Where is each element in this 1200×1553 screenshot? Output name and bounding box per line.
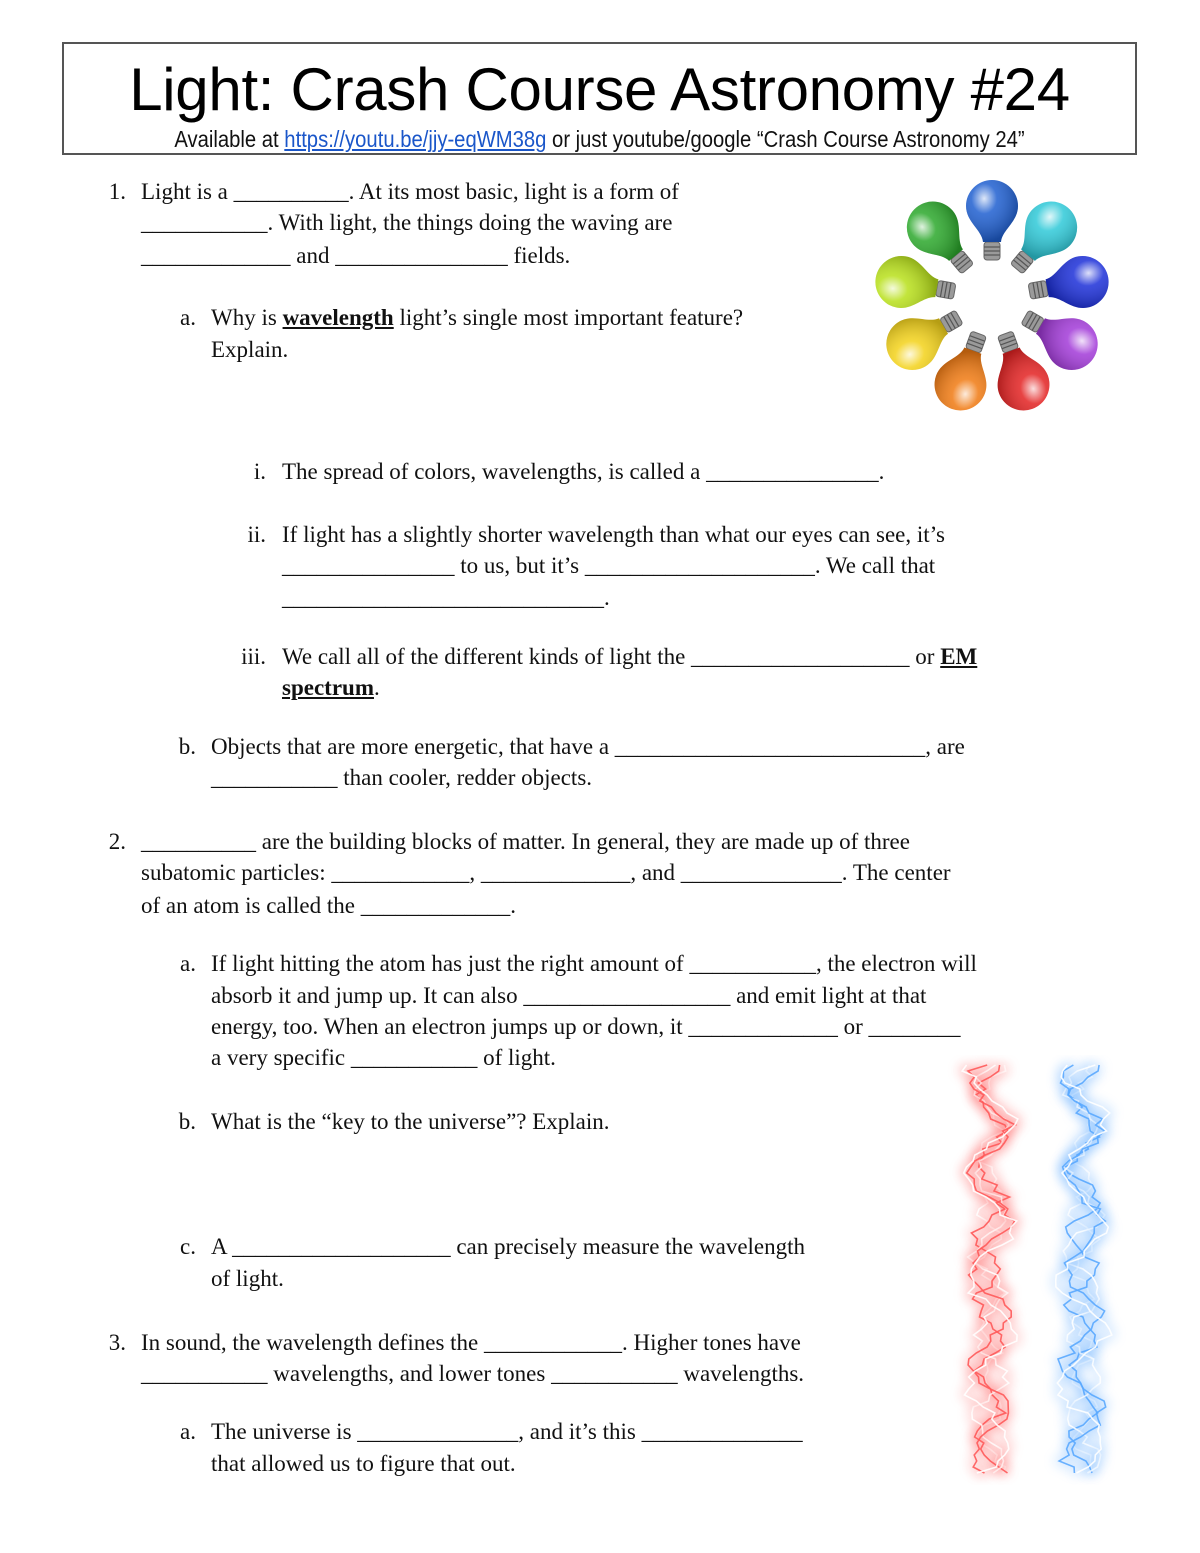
q1a-post: light’s single most important feature?	[393, 305, 744, 330]
q1ii-line-1: If light has a slightly shorter wavelength than what our eyes can see, it’s	[282, 522, 945, 547]
q1iii-period: .	[373, 675, 380, 700]
q1a-line-2: Explain.	[211, 337, 289, 362]
wave-bundle	[1056, 1065, 1112, 1473]
q1-line-1: Light is a __________. At its most basic, light is a form of	[141, 179, 679, 204]
q2a-line-1: If light hitting the atom has just the right amount of ___________, the electron will	[211, 951, 977, 976]
q1iii-text: We call all of the different kinds of light the ___________________ or	[282, 644, 941, 669]
q2c-label: c.	[180, 1234, 196, 1259]
q2b-label: b.	[178, 1109, 196, 1134]
q1ii-line-2: _______________ to us, but it’s ____________________. We call that	[282, 553, 936, 578]
light-bulb-icon	[1025, 252, 1113, 317]
page-title: Light: Crash Course Astronomy #24	[129, 56, 1070, 123]
q1a-pre: Why is	[211, 305, 283, 330]
q1i-label: i.	[253, 459, 266, 484]
q1-number: 1.	[108, 179, 126, 204]
title-box	[62, 42, 1137, 155]
q1iii-line-1	[282, 641, 977, 672]
youtube-link[interactable]: https://youtu.be/jjy-eqWM38g	[284, 126, 547, 152]
q2c-line-2: of light.	[211, 1266, 284, 1291]
q1b-line-1: Objects that are more energetic, that have a ___________________________, are	[211, 734, 965, 759]
q2c-line-1: A ___________________ can precisely measure the wavelength	[211, 1234, 806, 1259]
colored-light-bulbs-image	[860, 168, 1125, 443]
wave-bundle	[962, 1065, 1018, 1473]
q3a-line-2: that allowed us to figure that out.	[211, 1451, 516, 1476]
q1b-line-2: ___________ than cooler, redder objects.	[211, 765, 593, 790]
q1iii-bold-em: EM	[940, 644, 978, 669]
q3-line-1: In sound, the wavelength defines the ____________. Higher tones have	[141, 1330, 801, 1355]
available-prefix: Available at	[174, 126, 285, 152]
glowing-waves-image	[938, 1055, 1138, 1485]
q1a-line-1	[211, 302, 743, 333]
q2a-label: a.	[180, 951, 196, 976]
light-bulb-icon	[966, 180, 1018, 260]
q1iii-line-2	[282, 672, 380, 703]
q1-line-3: _____________ and _______________ fields.	[141, 243, 571, 268]
q2-line-2: subatomic particles: ____________, _____________, and ______________. The center	[141, 860, 951, 885]
light-bulb-icon	[871, 252, 959, 317]
subtitle	[128, 126, 1070, 153]
q2a-line-4: a very specific ___________ of light.	[211, 1045, 556, 1070]
q1i-line-1: The spread of colors, wavelengths, is called a _______________.	[282, 459, 885, 484]
q1-line-2: ___________. With light, the things doing the waving are	[141, 210, 673, 235]
q1ii-label: ii.	[247, 522, 266, 547]
q2a-line-3: energy, too. When an electron jumps up or down, it _____________ or ________	[211, 1014, 961, 1039]
q1a-label: a.	[180, 305, 196, 330]
q2-number: 2.	[108, 829, 126, 854]
available-suffix: or just youtube/google “Crash Course Astronomy 24”	[546, 126, 1025, 152]
q2b-line-1: What is the “key to the universe”? Explain.	[211, 1109, 610, 1134]
q1b-label: b.	[178, 734, 196, 759]
q2-line-1: __________ are the building blocks of matter. In general, they are made up of three	[141, 829, 910, 854]
q1iii-bold-spectrum: spectrum	[282, 675, 374, 700]
q3-number: 3.	[108, 1330, 126, 1355]
q2-line-3: of an atom is called the _____________.	[141, 893, 516, 918]
q3-line-2: ___________ wavelengths, and lower tones ___________ wavelengths.	[141, 1361, 805, 1386]
q3a-line-1: The universe is ______________, and it’s this ______________	[211, 1419, 803, 1444]
q1iii-label: iii.	[241, 644, 266, 669]
q1ii-line-3: ____________________________.	[282, 585, 610, 610]
q2a-line-2: absorb it and jump up. It can also __________________ and emit light at that	[211, 983, 927, 1008]
q3a-label: a.	[180, 1419, 196, 1444]
q1a-bold-term: wavelength	[282, 305, 394, 330]
